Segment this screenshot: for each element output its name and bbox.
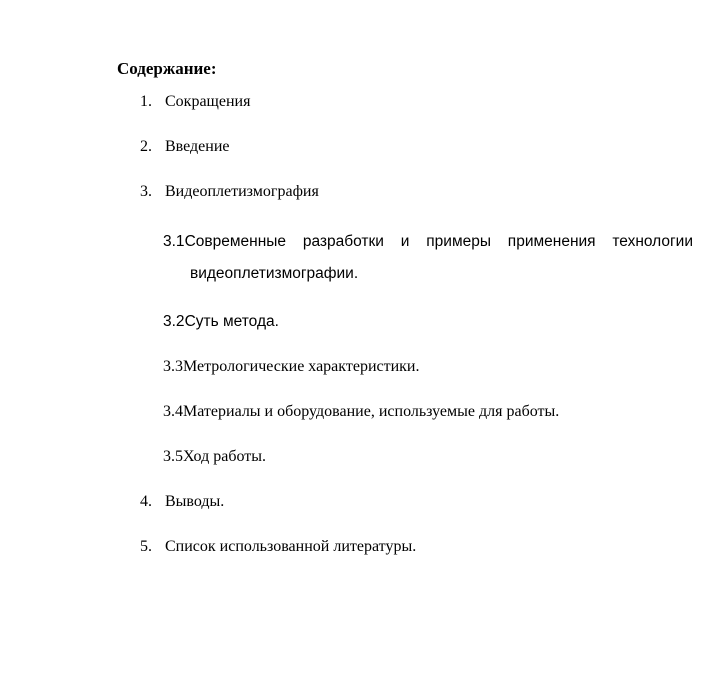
toc-item-3 xyxy=(117,181,692,202)
toc-subitem-3-1-number: 3.1 xyxy=(163,233,185,250)
toc-subitem-3-5-text: Ход работы. xyxy=(183,448,266,465)
toc-item-1-text: Сокращения xyxy=(165,93,251,110)
toc-heading: Содержание: xyxy=(117,59,217,78)
toc-item-4-number: 4. xyxy=(140,493,152,510)
toc-subitem-3-3-text: Метрологические характеристики. xyxy=(183,358,420,375)
toc-subitem-3-3-number: 3.3 xyxy=(163,358,183,375)
toc-subitem-3-1 xyxy=(117,231,692,284)
toc-item-5 xyxy=(117,536,692,557)
toc-subitem-3-5-number: 3.5 xyxy=(163,448,183,465)
toc-item-5-text: Список использованной литературы. xyxy=(165,538,417,555)
toc-item-3-text: Видеоплетизмография xyxy=(165,183,319,200)
toc-subitem-3-1-line1 xyxy=(163,231,693,252)
toc-subitem-3-1-text: Современные разработки и примеры применения технологии xyxy=(184,233,693,250)
toc-item-1-number: 1. xyxy=(140,93,152,110)
toc-subitem-3-4-text: Материалы и оборудование, используемые для работы. xyxy=(183,403,560,420)
toc-item-5-number: 5. xyxy=(140,538,152,555)
toc-item-2 xyxy=(117,136,692,157)
toc-item-2-number: 2. xyxy=(140,138,152,155)
toc-subitem-3-4 xyxy=(117,401,692,422)
toc-item-3-number: 3. xyxy=(140,183,152,200)
toc-item-4-text: Выводы. xyxy=(165,493,225,510)
toc-subitem-3-2 xyxy=(117,311,692,332)
toc-subitem-3-2-text: Суть метода. xyxy=(184,313,279,330)
toc-subitem-3-5 xyxy=(117,446,692,467)
toc-subitem-3-4-number: 3.4 xyxy=(163,403,183,420)
toc-subitem-3-3 xyxy=(117,356,692,377)
toc-subitem-3-2-number: 3.2 xyxy=(163,313,185,330)
toc-item-2-text: Введение xyxy=(165,138,230,155)
toc-subitem-3-1-line2: видеоплетизмографии. xyxy=(190,265,359,282)
toc-item-4 xyxy=(117,491,692,512)
toc-item-1 xyxy=(117,91,692,112)
